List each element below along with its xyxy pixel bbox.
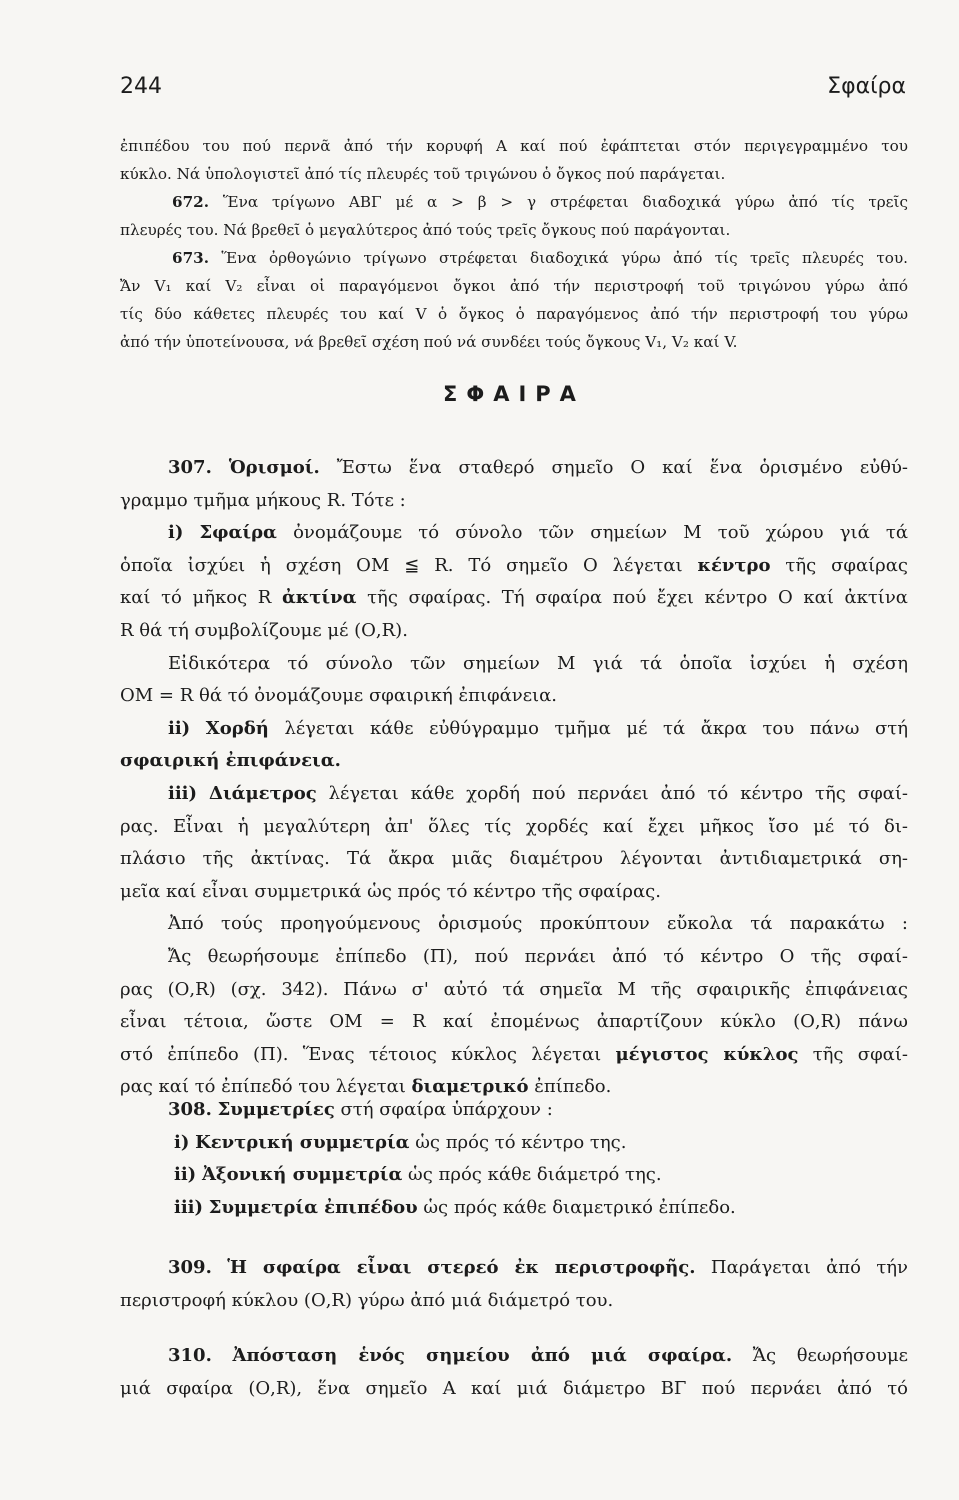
exercise-number: 672.: [172, 193, 209, 211]
exercise-text-line: πλευρές του. Νά βρεθεῖ ὁ μεγαλύτερος ἀπό τούς τρεῖς ὄγκους πού παράγονται.: [120, 221, 731, 239]
paragraph-line: Ἄς θεωρήσουμε ἐπίπεδο (Π), πού περνάει ἀπό τό κέντρο Ο τῆς σφαί-: [168, 945, 908, 967]
paragraph-line: περιστροφή κύκλου (Ο,R) γύρω ἀπό μιά διάμετρό του.: [120, 1289, 614, 1311]
term-chord: Χορδή: [205, 717, 269, 739]
paragraph-line: Ἀπό τούς προηγούμενους ὁρισμούς προκύπτουν εὔκολα τά παρακάτω :: [168, 913, 908, 935]
paragraph-line: 309. Ἡ σφαίρα εἶναι στερεό ἐκ περιστροφῆς. Παράγεται ἀπό τήν: [168, 1257, 909, 1278]
symmetry-item: iii) Συμμετρία ἐπιπέδου ὡς πρός κάθε διαμετρικό ἐπίπεδο.: [174, 1196, 736, 1218]
paragraph-line: [120, 745, 908, 778]
paragraph-line: ρας (Ο,R) (σχ. 342). Πάνω σ' αὐτό τά σημεῖα Μ τῆς σφαιρικῆς ἐπιφάνειας: [120, 978, 908, 1000]
section-number: 310.: [168, 1345, 212, 1366]
page-number: 244: [120, 74, 162, 99]
exercise-number: 673.: [172, 249, 209, 267]
paragraph-line: στό ἐπίπεδο (Π). Ἕνας τέτοιος κύκλος λέγεται μέγιστος κύκλος τῆς σφαί-: [120, 1043, 908, 1065]
section-heading: Ἀπόσταση ἑνός σημείου ἀπό μιά σφαίρα.: [232, 1345, 733, 1366]
definition-diameter: iii) Διάμετρος λέγεται κάθε χορδή πού περνάει ἀπό τό κέντρο τῆς σφαί-: [168, 782, 908, 804]
exercise-text-line: τίς δύο κάθετες πλευρές του καί V ὁ ὄγκος ὁ παραγόμενος ἀπό τήν περιστροφή του γύρω: [120, 305, 908, 323]
term-sphere: Σφαίρα: [199, 522, 277, 544]
running-title: Σφαίρα: [827, 74, 906, 99]
term-central-symmetry: Κεντρική συμμετρία: [195, 1131, 410, 1153]
section-308: [120, 1094, 908, 1224]
paragraph-line: πλάσιο τῆς ἀκτίνας. Τά ἄκρα μιᾶς διαμέτρου λέγονται ἀντιδιαμετρικά ση-: [120, 848, 908, 870]
paragraph-line: ρας καί τό ἐπίπεδό του λέγεται διαμετρικό ἐπίπεδο.: [120, 1076, 612, 1098]
section-title: ΣΦΑΙΡΑ: [443, 382, 585, 406]
section-number: 309.: [168, 1257, 212, 1278]
paragraph-line: 310. Ἀπόσταση ἑνός σημείου ἀπό μιά σφαίρα. Ἄς θεωρήσουμε: [168, 1345, 908, 1366]
paragraph-line: ὁποῖα ἰσχύει ἡ σχέση ΟΜ ≦ R. Τό σημεῖο Ο λέγεται κέντρο τῆς σφαίρας: [120, 554, 908, 576]
term-great-circle: μέγιστος κύκλος: [615, 1043, 799, 1065]
page-header: [120, 74, 906, 110]
paragraph-line: 308. Συμμετρίες στή σφαίρα ὑπάρχουν :: [168, 1099, 553, 1120]
section-heading: Ἡ σφαίρα εἶναι στερεό ἐκ περιστροφῆς.: [227, 1257, 696, 1278]
exercise-text-line: Ἄν V₁ καί V₂ εἶναι οἱ παραγόμενοι ὄγκοι ἀπό τήν περιστροφή τοῦ τριγώνου γύρω ἀπό: [120, 277, 908, 295]
paragraph-line: γραμμο τμῆμα μήκους R. Τότε :: [120, 489, 406, 511]
paragraph-line: καί τό μῆκος R ἀκτίνα τῆς σφαίρας. Τή σφαίρα πού ἔχει κέντρο Ο καί ἀκτίνα: [120, 587, 908, 609]
section-heading: Συμμετρίες: [217, 1099, 335, 1120]
term-spherical-surface: σφαιρική ἐπιφάνεια.: [120, 750, 341, 772]
paragraph-line: Εἰδικότερα τό σύνολο τῶν σημείων Μ γιά τά ὁποῖα ἰσχύει ἡ σχέση: [168, 652, 908, 674]
exercise-text-line: ἀπό τήν ὑποτείνουσα, νά βρεθεῖ σχέση πού νά συνδέει τούς ὄγκους V₁, V₂ καί V.: [120, 333, 738, 351]
exercise-text-line: ἐπιπέδου του πού περνᾶ ἀπό τήν κορυφή Α καί πού ἐφάπτεται στόν περιγεγραμμένο του: [120, 137, 908, 155]
term-radius: ἀκτίνα: [281, 587, 357, 609]
symmetry-item: ii) Ἀξονική συμμετρία ὡς πρός κάθε διάμετρό της.: [174, 1164, 662, 1186]
term-diametral: διαμετρικό: [411, 1076, 529, 1098]
term-center: κέντρο: [697, 554, 771, 576]
section-heading: Ὁρισμοί.: [228, 457, 320, 478]
symmetry-item: i) Κεντρική συμμετρία ὡς πρός τό κέντρο της.: [174, 1131, 627, 1153]
paragraph-line: 307. Ὁρισμοί. Ἔστω ἕνα σταθερό σημεῖο Ο καί ἕνα ὁρισμένο εὐθύ-: [168, 457, 908, 478]
term-axial-symmetry: Ἀξονική συμμετρία: [201, 1164, 403, 1186]
paragraph-line: μεῖα καί εἶναι συμμετρικά ὡς πρός τό κέντρο τῆς σφαίρας.: [120, 880, 661, 902]
exercise-text-line: κύκλο. Νά ὑπολογιστεῖ ἀπό τίς πλευρές τοῦ τριγώνου ὁ ὄγκος πού παράγεται.: [120, 165, 726, 183]
paragraph-line: ρας. Εἶναι ἡ μεγαλύτερη ἀπ' ὅλες τίς χορδές καί ἔχει μῆκος ἴσο μέ τό δι-: [120, 815, 908, 837]
section-309: [120, 1252, 908, 1317]
term-diameter: Διάμετρος: [208, 782, 317, 804]
paragraph-line: ΟΜ = R θά τό ὀνομάζουμε σφαιρική ἐπιφάνεια.: [120, 685, 557, 707]
section-number: 308.: [168, 1099, 212, 1120]
paragraph-line: R θά τή συμβολίζουμε μέ (Ο,R).: [120, 619, 408, 641]
term-plane-symmetry: Συμμετρία ἐπιπέδου: [208, 1196, 418, 1218]
definition-chord: ii) Χορδή λέγεται κάθε εὐθύγραμμο τμῆμα μέ τά ἄκρα του πάνω στή: [168, 717, 908, 739]
definition-sphere: i) Σφαίρα ὀνομάζουμε τό σύνολο τῶν σημείων Μ τοῦ χώρου γιά τά: [168, 522, 908, 544]
section-310: [120, 1340, 908, 1405]
section-number: 307.: [168, 457, 212, 478]
exercise-block: [120, 132, 908, 356]
paragraph-line: εἶναι τέτοια, ὥστε ΟΜ = R καί ἐπομένως ἀπαρτίζουν κύκλο (Ο,R) πάνω: [120, 1011, 908, 1033]
exercise-673: 673. Ἕνα ὀρθογώνιο τρίγωνο στρέφεται διαδοχικά γύρω ἀπό τίς τρεῖς πλευρές του.: [172, 249, 908, 267]
section-307: [120, 452, 908, 1104]
paragraph-line: μιά σφαίρα (Ο,R), ἕνα σημεῖο Α καί μιά διάμετρο ΒΓ πού περνάει ἀπό τό: [120, 1377, 908, 1399]
exercise-672: 672. Ἕνα τρίγωνο ΑΒΓ μέ α > β > γ στρέφεται διαδοχικά γύρω ἀπό τίς τρεῖς: [172, 193, 909, 211]
